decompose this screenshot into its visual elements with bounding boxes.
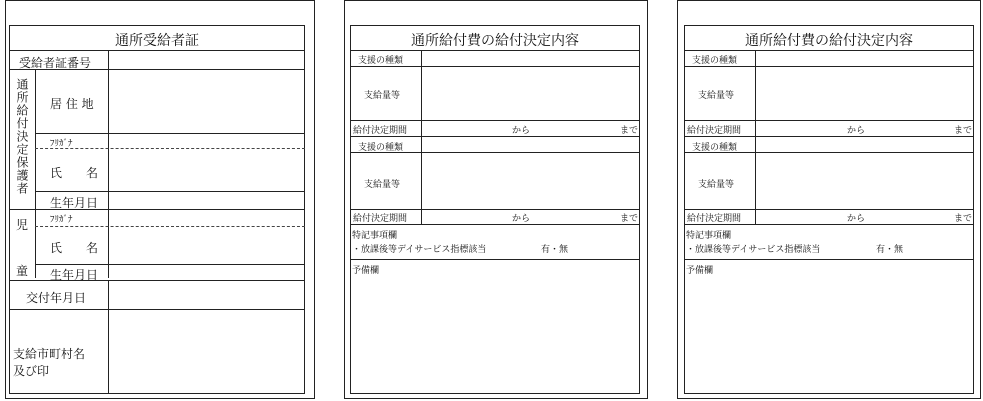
- panel-2-from-label-2: から: [512, 214, 531, 224]
- panel-3-from-label-1: から: [847, 126, 866, 136]
- panel-2-to-label-1: まで: [620, 126, 639, 136]
- panel-2-amount-label-2: 支給量等: [364, 180, 401, 190]
- panel-3-amount-label-1: 支給量等: [698, 91, 735, 101]
- panel-2-notes-item: ・放課後等デイサービス指標該当: [352, 245, 487, 255]
- municipality-label-line1: 支給市町村名: [13, 347, 86, 361]
- municipality-label-line2: 及び印: [13, 364, 50, 378]
- panel-2-notes-choice: 有・無: [541, 245, 569, 255]
- panel-2-period-label-1: 給付決定期間: [353, 126, 408, 136]
- panel-2-notes-label: 特記事項欄: [352, 231, 398, 241]
- panel-3-notes-choice: 有・無: [876, 245, 904, 255]
- guardian-furigana-label: ﾌﾘｶﾞﾅ: [50, 139, 73, 149]
- panel-3-title: 通所給付費の給付決定内容: [745, 33, 913, 49]
- panel-3-amount-label-2: 支給量等: [698, 180, 735, 190]
- panel-3-period-label-1: 給付決定期間: [687, 126, 742, 136]
- child-group-label-bottom: 童: [16, 264, 29, 278]
- panel-3-period-label-2: 給付決定期間: [687, 214, 742, 224]
- panel-3-support-type-label-1: 支援の種類: [692, 56, 738, 66]
- panel-3-notes-label: 特記事項欄: [686, 231, 732, 241]
- panel-3-notes-item: ・放課後等デイサービス指標該当: [686, 245, 821, 255]
- guardian-group-label: 通所給付決定保護者: [15, 78, 29, 195]
- child-birthdate-label: 生年月日: [50, 268, 99, 282]
- panel-1-title: 通所受給者証: [115, 33, 199, 49]
- address-label: 居 住 地: [50, 97, 94, 111]
- child-furigana-label: ﾌﾘｶﾞﾅ: [50, 215, 73, 225]
- panel-2-title: 通所給付費の給付決定内容: [411, 33, 579, 49]
- panel-2-support-type-label-1: 支援の種類: [358, 56, 404, 66]
- panel-2-support-type-label-2: 支援の種類: [358, 143, 404, 153]
- panel-2-amount-label-1: 支給量等: [364, 91, 401, 101]
- panel-2-period-label-2: 給付決定期間: [353, 214, 408, 224]
- panel-3-reserve-label: 予備欄: [686, 266, 714, 276]
- panel-2-to-label-2: まで: [620, 214, 639, 224]
- panel-2-reserve-label: 予備欄: [352, 266, 380, 276]
- panel-3-to-label-2: まで: [954, 214, 973, 224]
- guardian-birthdate-label: 生年月日: [50, 196, 99, 210]
- child-name-label: 氏 名: [50, 241, 99, 255]
- panel-3-support-type-label-2: 支援の種類: [692, 143, 738, 153]
- guardian-name-label: 氏 名: [50, 166, 99, 180]
- issue-date-label: 交付年月日: [26, 291, 87, 305]
- panel-3-from-label-2: から: [847, 214, 866, 224]
- cert-number-label: 受給者証番号: [19, 56, 92, 70]
- child-group-label-top: 児: [16, 218, 29, 232]
- panel-3-to-label-1: まで: [954, 126, 973, 136]
- panel-2-from-label-1: から: [512, 126, 531, 136]
